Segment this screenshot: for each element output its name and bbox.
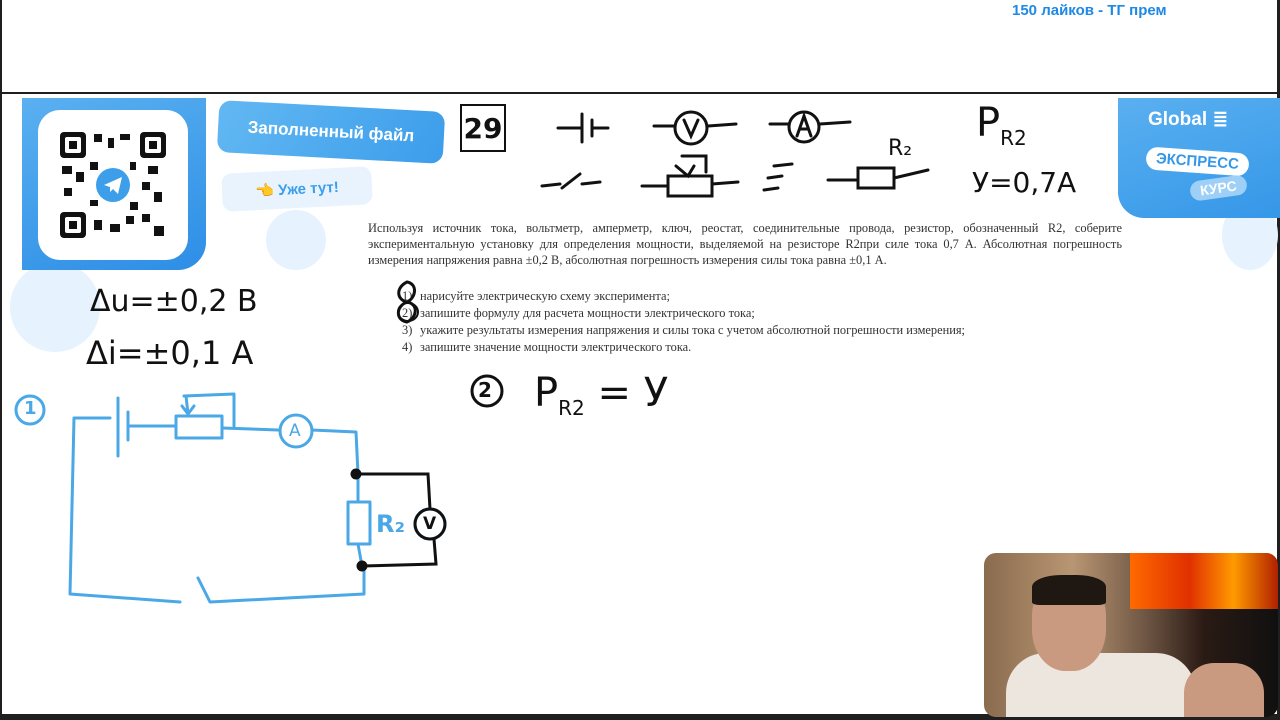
task-item: 3) укажите результаты измерения напряжения и силы тока с учетом абсолютной погрешности измерения; xyxy=(402,323,966,337)
circuit-wire xyxy=(312,430,358,474)
problem-number: 29 xyxy=(460,104,506,152)
circuit-switch-blade xyxy=(198,566,364,602)
express-badge: ЭКСПРЕСС xyxy=(1145,146,1249,176)
task-item: 1) нарисуйте электрическую схему эксперимента; xyxy=(402,289,670,303)
webcam-video-overlay[interactable] xyxy=(984,553,1278,717)
filled-file-banner[interactable]: Заполненный файл xyxy=(217,100,445,164)
rheostat-symbol-icon xyxy=(642,156,738,196)
person-hair xyxy=(1032,575,1106,605)
step-2-marker: 2 xyxy=(478,378,492,402)
person-arm xyxy=(1184,663,1264,717)
circuit-wire xyxy=(358,474,362,566)
battery-symbol-icon xyxy=(558,114,608,142)
handwritten-eight-mark xyxy=(398,282,415,322)
problem-statement: Используя источник тока, вольтметр, амперметр, ключ, реостат, соединительные провода, резистор, обозначенный R2, соберите экспериментальную установку для определения мощности, выделяемой на резисторе R2при силе тока 0,7 А. Абсолютная погрешность измерения напряжения равна ±0,2 В, абсолютная погрешность измерения силы тока равна ±0,1 А. xyxy=(368,221,1122,267)
circuit-wire xyxy=(222,428,278,430)
wires-symbol-icon xyxy=(764,164,792,190)
circuit-ammeter-label: A xyxy=(289,421,301,441)
note-p-r2: $P_{R2}$ xyxy=(976,100,1027,150)
task-item: 2) запишите формулу для расчета мощности электрического тока; xyxy=(402,306,755,320)
note-voltage-error: Δu=±0,2 В xyxy=(90,284,258,319)
ammeter-symbol-icon xyxy=(770,112,850,142)
circuit-r2-label: R₂ xyxy=(376,510,405,538)
promo-likes-text: 150 лайков - ТГ прем xyxy=(1012,2,1167,19)
circuit-voltmeter-label: V xyxy=(423,514,437,534)
circuit-wire xyxy=(70,418,180,602)
voltmeter-symbol-icon xyxy=(654,112,736,144)
power-formula: $P_{R2} = У$ xyxy=(534,370,669,420)
note-current-value: У=0,7А xyxy=(972,166,1077,199)
switch-symbol-icon xyxy=(542,174,600,188)
circuit-resistor-r2 xyxy=(348,502,370,544)
step-1-marker: 1 xyxy=(24,398,37,419)
circuit-rheostat-slider xyxy=(182,394,234,426)
circuit-rheostat xyxy=(176,416,222,438)
fireplace-tv xyxy=(1130,553,1278,609)
course-badge: КУРС xyxy=(1189,174,1248,202)
note-r2-label: R₂ xyxy=(888,136,913,161)
note-current-error: Δi=±0,1 А xyxy=(86,334,254,372)
circuit-diagram xyxy=(16,394,445,602)
task-item: 4) запишите значение мощности электрического тока. xyxy=(402,340,692,354)
already-here-banner[interactable]: 👈 Уже тут! xyxy=(221,166,373,212)
global-logo-text: Global ≣ xyxy=(1148,109,1229,130)
resistor-symbol-icon xyxy=(828,168,928,188)
person-shirt xyxy=(1006,653,1196,717)
